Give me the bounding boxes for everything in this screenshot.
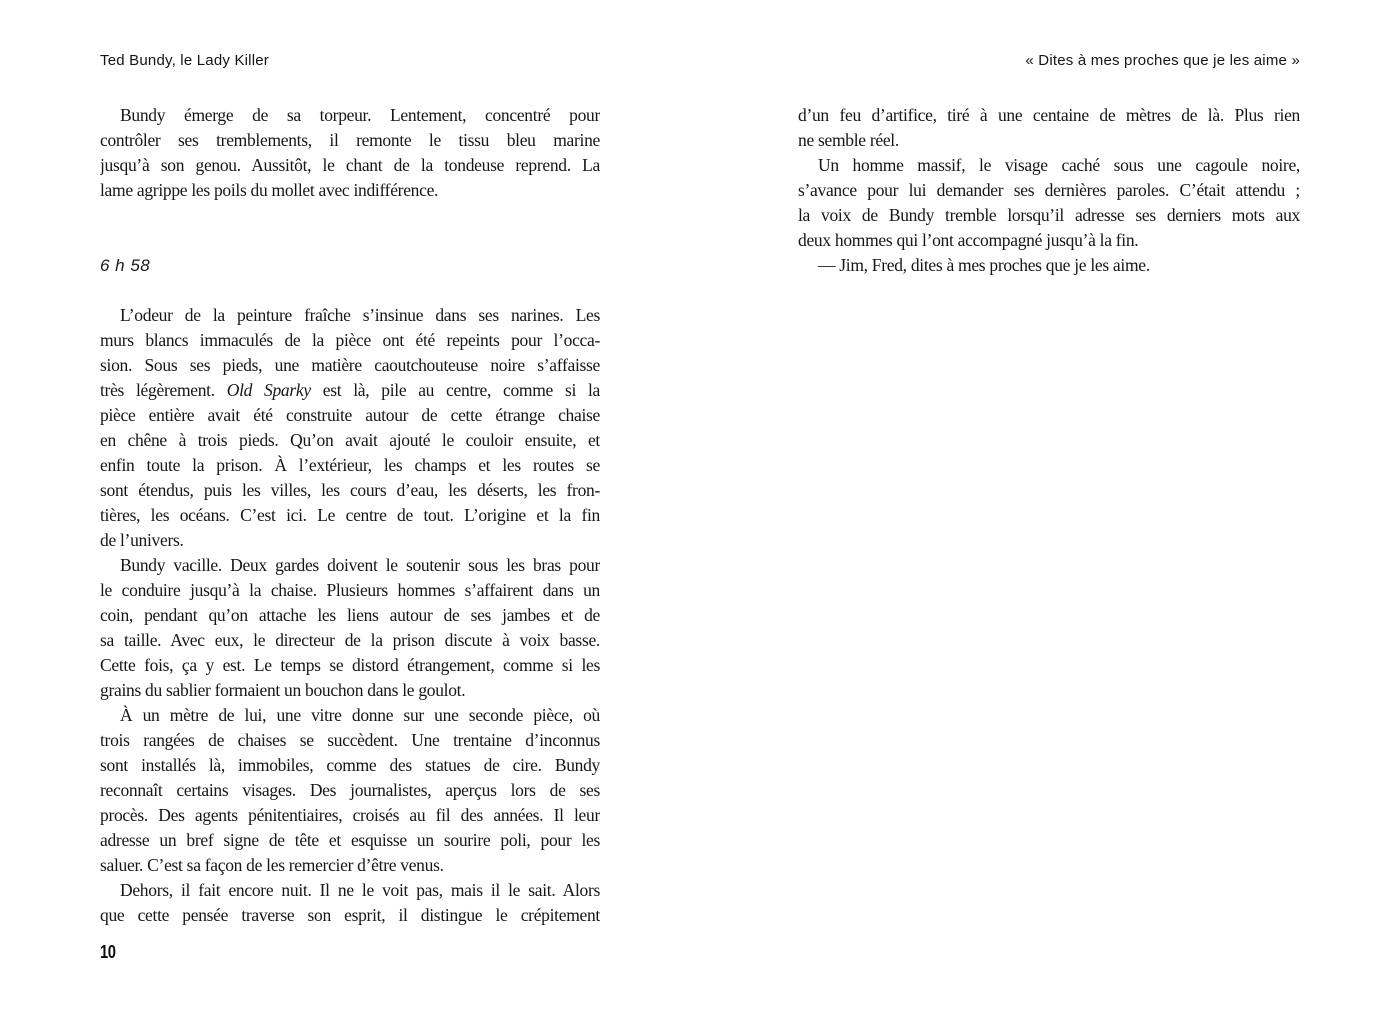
right-page (798, 0, 1300, 1025)
text-line: le conduire jusqu’à la chaise. Plusieurs hommes s’affairent dans un (100, 580, 600, 600)
text-line: d’un feu d’artifice, tiré à une centaine de mètres de là. Plus rien (798, 105, 1300, 125)
text-line: très légèrement. Old Sparky est là, pile au centre, comme si la (100, 380, 600, 400)
text-line: que cette pensée traverse son esprit, il distingue le crépitement (100, 905, 600, 925)
paragraph (100, 553, 600, 703)
text-line: contrôler ses tremblements, il remonte le tissu bleu marine (100, 130, 600, 150)
dialogue-paragraph (798, 253, 1300, 278)
text-line: murs blancs immaculés de la pièce ont été repeints pour l’occa- (100, 330, 600, 350)
text-line: — Jim, Fred, dites à mes proches que je les aime. (818, 255, 1150, 275)
text-line: s’avance pour lui demander ses dernières paroles. C’était attendu ; (798, 180, 1300, 200)
text-line: Un homme massif, le visage caché sous une cagoule noire, (818, 155, 1300, 175)
text-line: Cette fois, ça y est. Le temps se distord étrangement, comme si les (100, 655, 600, 675)
text-line: jusqu’à son genou. Aussitôt, le chant de la tondeuse reprend. La (100, 155, 600, 175)
paragraph (100, 103, 600, 203)
running-head-left: Ted Bundy, le Lady Killer (100, 52, 269, 69)
text-line: À un mètre de lui, une vitre donne sur une seconde pièce, où (120, 705, 600, 725)
paragraph (798, 153, 1300, 253)
text-line: sion. Sous ses pieds, une matière caoutchouteuse noire s’affaisse (100, 355, 600, 375)
text-line: de l’univers. (100, 530, 184, 550)
text-line: la voix de Bundy tremble lorsqu’il adresse ses derniers mots aux (798, 205, 1300, 225)
text-line: tières, les océans. C’est ici. Le centre de tout. L’origine et la fin (100, 505, 600, 525)
text-line: procès. Des agents pénitentiaires, croisés au fil des années. Il leur (100, 805, 600, 825)
text-line: grains du sablier formaient un bouchon dans le goulot. (100, 680, 466, 700)
running-head-right: « Dites à mes proches que je les aime » (1025, 52, 1300, 69)
text-line: pièce entière avait été construite autour de cette étrange chaise (100, 405, 600, 425)
text-line: Bundy vacille. Deux gardes doivent le soutenir sous les bras pour (120, 555, 600, 575)
text-line: enfin toute la prison. À l’extérieur, les champs et les routes se (100, 455, 600, 475)
text-line: lame agrippe les poils du mollet avec indifférence. (100, 180, 439, 200)
text-line: ne semble réel. (798, 130, 899, 150)
text-line: sont étendus, puis les villes, les cours d’eau, les déserts, les fron- (100, 480, 600, 500)
text-line: Bundy émerge de sa torpeur. Lentement, concentré pour (120, 105, 600, 125)
text-line: coin, pendant qu’on attache les liens autour de ses jambes et de (100, 605, 600, 625)
text-line: reconnaît certains visages. Des journalistes, aperçus lors de ses (100, 780, 600, 800)
text-line: sa taille. Avec eux, le directeur de la prison discute à voix basse. (100, 630, 600, 650)
text-line: saluer. C’est sa façon de les remercier d’être venus. (100, 855, 444, 875)
paragraph (100, 703, 600, 878)
text-line: trois rangées de chaises se succèdent. Une trentaine d’inconnus (100, 730, 600, 750)
paragraph (100, 878, 600, 928)
text-line: en chêne à trois pieds. Qu’on avait ajouté le couloir ensuite, et (100, 430, 600, 450)
paragraph (100, 303, 600, 553)
section-time-heading: 6 h 58 (100, 256, 151, 275)
text-line: sont installés là, immobiles, comme des statues de cire. Bundy (100, 755, 600, 775)
text-line: Dehors, il fait encore nuit. Il ne le voit pas, mais il le sait. Alors (120, 880, 600, 900)
left-page (100, 0, 600, 1025)
text-line: L’odeur de la peinture fraîche s’insinue dans ses narines. Les (120, 305, 600, 325)
paragraph (798, 103, 1300, 153)
right-page-body (798, 103, 1300, 278)
text-line: deux hommes qui l’ont accompagné jusqu’à la fin. (798, 230, 1139, 250)
left-page-body (100, 103, 600, 928)
page-number: 10 (100, 942, 116, 962)
text-line: adresse un bref signe de tête et esquisse un sourire poli, pour les (100, 830, 600, 850)
